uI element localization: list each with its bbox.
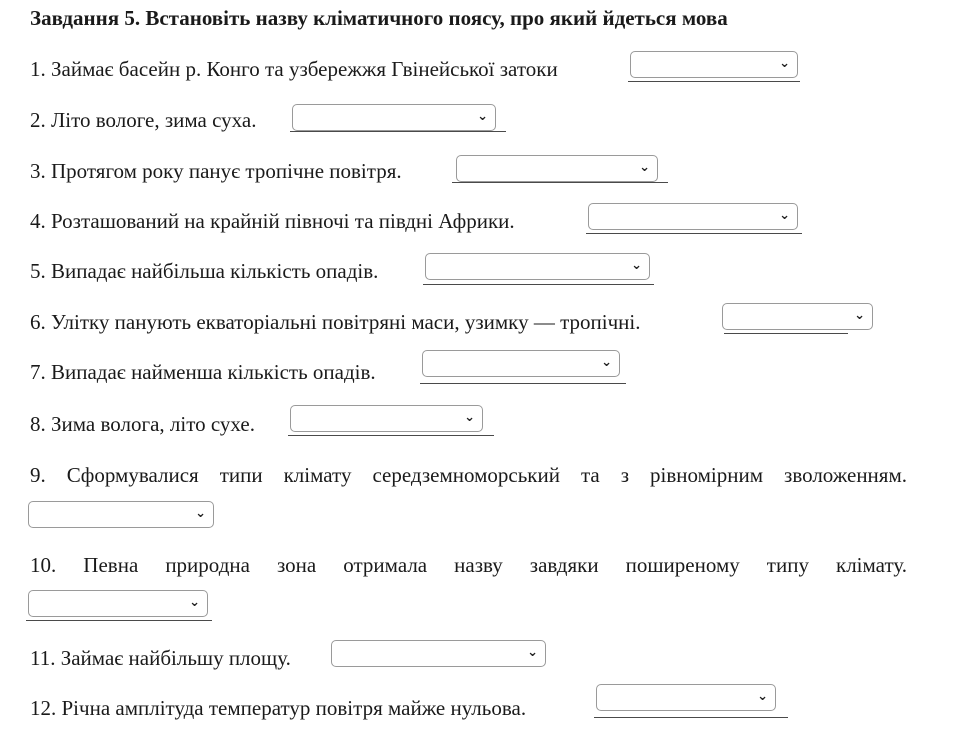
chevron-down-icon: ⌄	[601, 355, 612, 370]
question-1-text: 1. Займає басейн р. Конго та узбережжя Гвінейської затоки	[30, 57, 558, 81]
chevron-down-icon: ⌄	[189, 595, 200, 610]
answer-underline	[288, 435, 494, 436]
answer-select-9[interactable]	[28, 501, 214, 528]
answer-select-8[interactable]	[290, 405, 483, 432]
answer-underline	[423, 284, 654, 285]
chevron-down-icon: ⌄	[527, 645, 538, 660]
question-4-text: 4. Розташований на крайній півночі та півдні Африки.	[30, 209, 515, 233]
answer-underline	[452, 182, 668, 183]
answer-select-6[interactable]	[722, 303, 873, 330]
chevron-down-icon: ⌄	[631, 258, 642, 273]
answer-select-12[interactable]	[596, 684, 776, 711]
answer-underline	[724, 333, 848, 334]
answer-select-7[interactable]	[422, 350, 620, 377]
question-2-text: 2. Літо вологе, зима суха.	[30, 108, 257, 132]
answer-select-3[interactable]	[456, 155, 658, 182]
answer-underline	[594, 717, 788, 718]
answer-underline	[628, 81, 800, 82]
question-5-text: 5. Випадає найбільша кількість опадів.	[30, 259, 379, 283]
chevron-down-icon: ⌄	[757, 689, 768, 704]
question-9-text: 9. Сформувалися типи клімату середземноморський та з рівномірним зволоженням.	[30, 463, 907, 487]
question-6-text: 6. Улітку панують екваторіальні повітряні маси, узимку — тропічні.	[30, 310, 641, 334]
chevron-down-icon: ⌄	[639, 160, 650, 175]
answer-select-11[interactable]	[331, 640, 546, 667]
answer-select-2[interactable]	[292, 104, 496, 131]
answer-underline	[586, 233, 802, 234]
question-12-text: 12. Річна амплітуда температур повітря майже нульова.	[30, 696, 527, 720]
task-title: Завдання 5. Встановіть назву кліматичного поясу, про який йдеться мова	[30, 6, 728, 30]
question-3-text: 3. Протягом року панує тропічне повітря.	[30, 159, 402, 183]
answer-select-4[interactable]	[588, 203, 798, 230]
chevron-down-icon: ⌄	[464, 410, 475, 425]
chevron-down-icon: ⌄	[779, 56, 790, 71]
question-7-text: 7. Випадає найменша кількість опадів.	[30, 360, 376, 384]
answer-select-1[interactable]	[630, 51, 798, 78]
answer-underline	[26, 620, 212, 621]
answer-underline	[420, 383, 626, 384]
answer-underline	[290, 131, 506, 132]
chevron-down-icon: ⌄	[477, 109, 488, 124]
chevron-down-icon: ⌄	[195, 506, 206, 521]
question-8-text: 8. Зима волога, літо сухе.	[30, 412, 255, 436]
chevron-down-icon: ⌄	[779, 208, 790, 223]
question-11-text: 11. Займає найбільшу площу.	[30, 646, 291, 670]
answer-select-10[interactable]	[28, 590, 208, 617]
answer-select-5[interactable]	[425, 253, 650, 280]
chevron-down-icon: ⌄	[854, 308, 865, 323]
question-10-text: 10. Певна природна зона отримала назву завдяки поширеному типу клімату.	[30, 553, 907, 577]
